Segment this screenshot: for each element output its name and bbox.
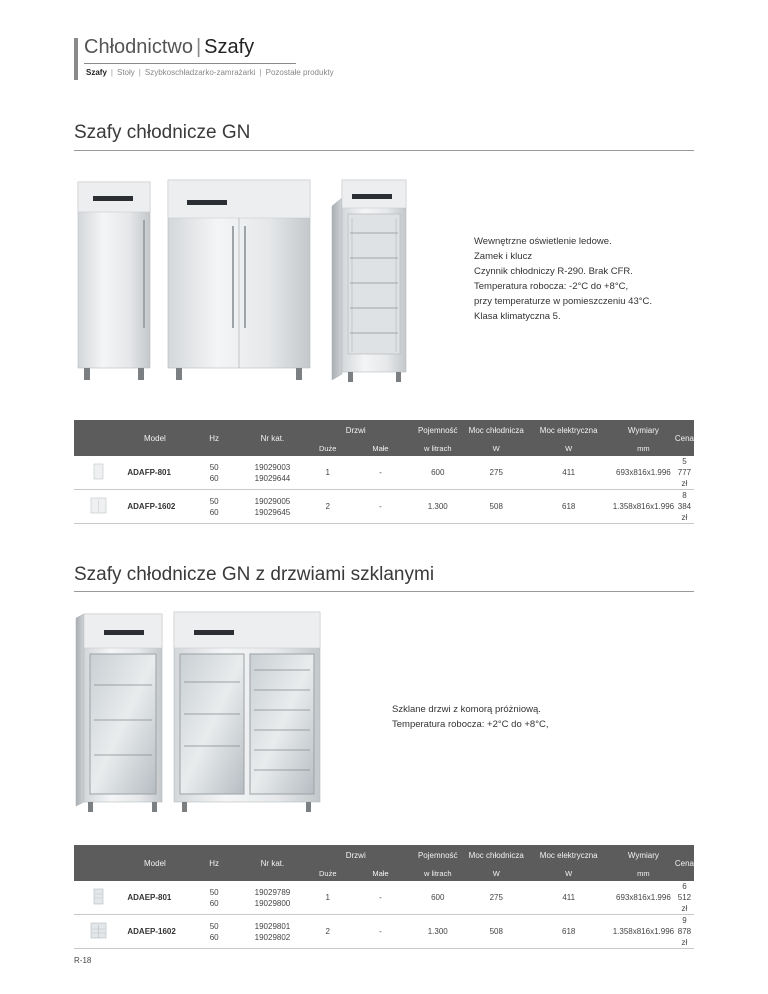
cell-moc-chlodnicza: 508	[467, 915, 525, 949]
col-header-moc-elektryczna: Moc elektryczna	[525, 845, 611, 866]
cell-hz-line: 60	[209, 473, 219, 483]
subheader-male: Małe	[353, 866, 409, 881]
subheader-duze: Duże	[303, 441, 353, 456]
cell-moc-chlodnicza: 508	[467, 490, 525, 524]
breadcrumb-nav	[86, 68, 334, 77]
page-number: R-18	[74, 956, 92, 965]
cell-nr-line: 19029644	[254, 473, 291, 483]
nav-item-szafy[interactable]: Szafy	[86, 68, 107, 77]
cell-nr-kat	[242, 915, 303, 949]
thumbnail-cell	[74, 456, 123, 490]
subheader-mm: mm	[612, 441, 675, 456]
cell-pojemnosc: 1.300	[408, 490, 467, 524]
table-row	[74, 915, 694, 949]
cabinet-thumbnail-icon	[84, 461, 114, 481]
cell-cena: 5 777 zł	[675, 456, 694, 490]
cell-pojemnosc: 600	[408, 881, 467, 915]
cabinet-open-door	[332, 180, 406, 382]
col-header-nr-kat: Nr kat.	[242, 845, 303, 881]
nav-pipe: |	[138, 68, 141, 77]
cell-hz-line: 50	[209, 496, 219, 506]
section-rule	[74, 591, 694, 592]
cell-wymiary: 693x816x1.996	[612, 881, 675, 915]
description-line: Czynnik chłodniczy R-290. Brak CFR.	[474, 266, 633, 277]
description-line: Szklane drzwi z komorą próżniową.	[392, 704, 541, 715]
col-header-model: Model	[74, 420, 186, 456]
cell-hz-line: 60	[209, 507, 219, 517]
col-header-model: Model	[74, 845, 186, 881]
cell-cena: 6 512 zł	[675, 881, 694, 915]
section-title-gn-glass: Szafy chłodnicze GN z drzwiami szklanymi	[74, 564, 435, 585]
subheader-mm: mm	[612, 866, 675, 881]
col-header-moc-chlodnicza: Moc chłodnicza	[467, 845, 525, 866]
cell-nr-line: 19029005	[254, 496, 291, 506]
cell-pojemnosc: 1.300	[408, 915, 467, 949]
col-header-hz: Hz	[186, 420, 242, 456]
col-header-cena: Cena	[675, 420, 694, 456]
cell-cena: 8 384 zł	[675, 490, 694, 524]
header-divider	[84, 63, 296, 64]
cell-moc-elektryczna: 411	[525, 456, 611, 490]
cell-wymiary: 1.358x816x1.996	[612, 490, 675, 524]
description-line: przy temperaturze w pomieszczeniu 43°C.	[474, 296, 653, 307]
table-row	[74, 490, 694, 524]
subheader-male: Małe	[353, 441, 409, 456]
cell-moc-elektryczna: 411	[525, 881, 611, 915]
cell-moc-chlodnicza: 275	[467, 456, 525, 490]
glass-cabinet-thumbnail-icon	[84, 886, 114, 906]
cell-moc-elektryczna: 618	[525, 490, 611, 524]
glass-cabinet-thumbnail-icon	[84, 920, 114, 940]
subheader-w: W	[467, 866, 525, 881]
cell-cena: 9 878 zł	[675, 915, 694, 949]
page-title-separator: |	[195, 36, 202, 58]
cabinet-thumbnail-icon	[84, 495, 114, 515]
cell-model: ADAEP-1602	[123, 915, 186, 949]
cell-nr-kat	[242, 881, 303, 915]
spec-table-gn-glass	[74, 845, 694, 949]
table-row	[74, 456, 694, 490]
cell-hz	[186, 915, 242, 949]
nav-pipe: |	[110, 68, 113, 77]
thumbnail-cell	[74, 881, 123, 915]
cell-hz-line: 60	[209, 898, 219, 908]
subheader-litry: w litrach	[408, 866, 467, 881]
cell-model: ADAFP-801	[123, 456, 186, 490]
table-row	[74, 881, 694, 915]
product-image-gn-cabinets	[76, 178, 416, 386]
cell-nr-line: 19029800	[254, 898, 291, 908]
cell-model: ADAEP-801	[123, 881, 186, 915]
thumbnail-cell	[74, 490, 123, 524]
section-rule	[74, 150, 694, 151]
cell-wymiary: 1.358x816x1.996	[612, 915, 675, 949]
cell-male: -	[353, 881, 409, 915]
cell-wymiary: 693x816x1.996	[612, 456, 675, 490]
cell-hz-line: 60	[209, 932, 219, 942]
cabinet-double-door	[168, 180, 310, 380]
cell-moc-chlodnicza: 275	[467, 881, 525, 915]
cell-hz	[186, 881, 242, 915]
cell-hz-line: 50	[209, 462, 219, 472]
col-header-moc-elektryczna: Moc elektryczna	[525, 420, 611, 441]
cell-nr-kat	[242, 456, 303, 490]
description-line: Temperatura robocza: +2°C do +8°C,	[392, 719, 549, 730]
nav-item-stoly[interactable]: Stoły	[116, 68, 135, 77]
header-accent-bar	[74, 38, 78, 80]
section-description-gn-glass	[392, 702, 549, 732]
cell-hz-line: 50	[209, 921, 219, 931]
cell-duze: 1	[303, 456, 353, 490]
cell-nr-kat	[242, 490, 303, 524]
subheader-duze: Duże	[303, 866, 353, 881]
thumbnail-cell	[74, 915, 123, 949]
cabinet-single-glass-door	[76, 614, 162, 812]
nav-item-pozostale[interactable]: Pozostałe produkty	[265, 68, 334, 77]
col-header-moc-chlodnicza: Moc chłodnicza	[467, 420, 525, 441]
product-image-gn-glass-cabinets	[74, 610, 324, 816]
cell-male: -	[353, 456, 409, 490]
cell-nr-line: 19029789	[254, 887, 291, 897]
cell-moc-elektryczna: 618	[525, 915, 611, 949]
cell-model: ADAFP-1602	[123, 490, 186, 524]
page-title-section: Szafy	[204, 36, 255, 58]
cell-nr-line: 19029801	[254, 921, 291, 931]
cabinet-single-door	[78, 182, 150, 380]
nav-item-szybkoschladzarki[interactable]: Szybkoschładzarko-zamrażarki	[144, 68, 256, 77]
cell-duze: 2	[303, 490, 353, 524]
spec-table-gn	[74, 420, 694, 524]
subheader-w: W	[525, 866, 611, 881]
cell-hz-line: 50	[209, 887, 219, 897]
col-header-wymiary: Wymiary	[612, 845, 675, 866]
nav-pipe: |	[259, 68, 262, 77]
cell-duze: 2	[303, 915, 353, 949]
subheader-w: W	[467, 441, 525, 456]
cell-pojemnosc: 600	[408, 456, 467, 490]
subheader-w: W	[525, 441, 611, 456]
page-title-category: Chłodnictwo	[84, 36, 193, 58]
col-header-hz: Hz	[186, 845, 242, 881]
description-line: Temperatura robocza: -2°C do +8°C,	[474, 281, 629, 292]
section-title-gn: Szafy chłodnicze GN	[74, 122, 251, 143]
col-header-cena: Cena	[675, 845, 694, 881]
description-line: Wewnętrzne oświetlenie ledowe.	[474, 236, 612, 247]
description-line: Zamek i klucz	[474, 251, 533, 262]
col-header-wymiary: Wymiary	[612, 420, 675, 441]
cell-nr-line: 19029003	[254, 462, 291, 472]
section-description-gn	[474, 234, 652, 324]
cell-male: -	[353, 490, 409, 524]
subheader-litry: w litrach	[408, 441, 467, 456]
col-header-drzwi: Drzwi	[303, 845, 409, 866]
col-header-nr-kat: Nr kat.	[242, 420, 303, 456]
description-line: Klasa klimatyczna 5.	[474, 311, 561, 322]
cell-male: -	[353, 915, 409, 949]
cell-nr-line: 19029645	[254, 507, 291, 517]
cell-nr-line: 19029802	[254, 932, 291, 942]
col-header-pojemnosc: Pojemność	[408, 420, 467, 441]
col-header-pojemnosc: Pojemność	[408, 845, 467, 866]
cell-hz	[186, 456, 242, 490]
cell-duze: 1	[303, 881, 353, 915]
cell-hz	[186, 490, 242, 524]
col-header-drzwi: Drzwi	[303, 420, 409, 441]
page-title	[84, 36, 254, 59]
cabinet-double-glass-door	[174, 612, 320, 812]
